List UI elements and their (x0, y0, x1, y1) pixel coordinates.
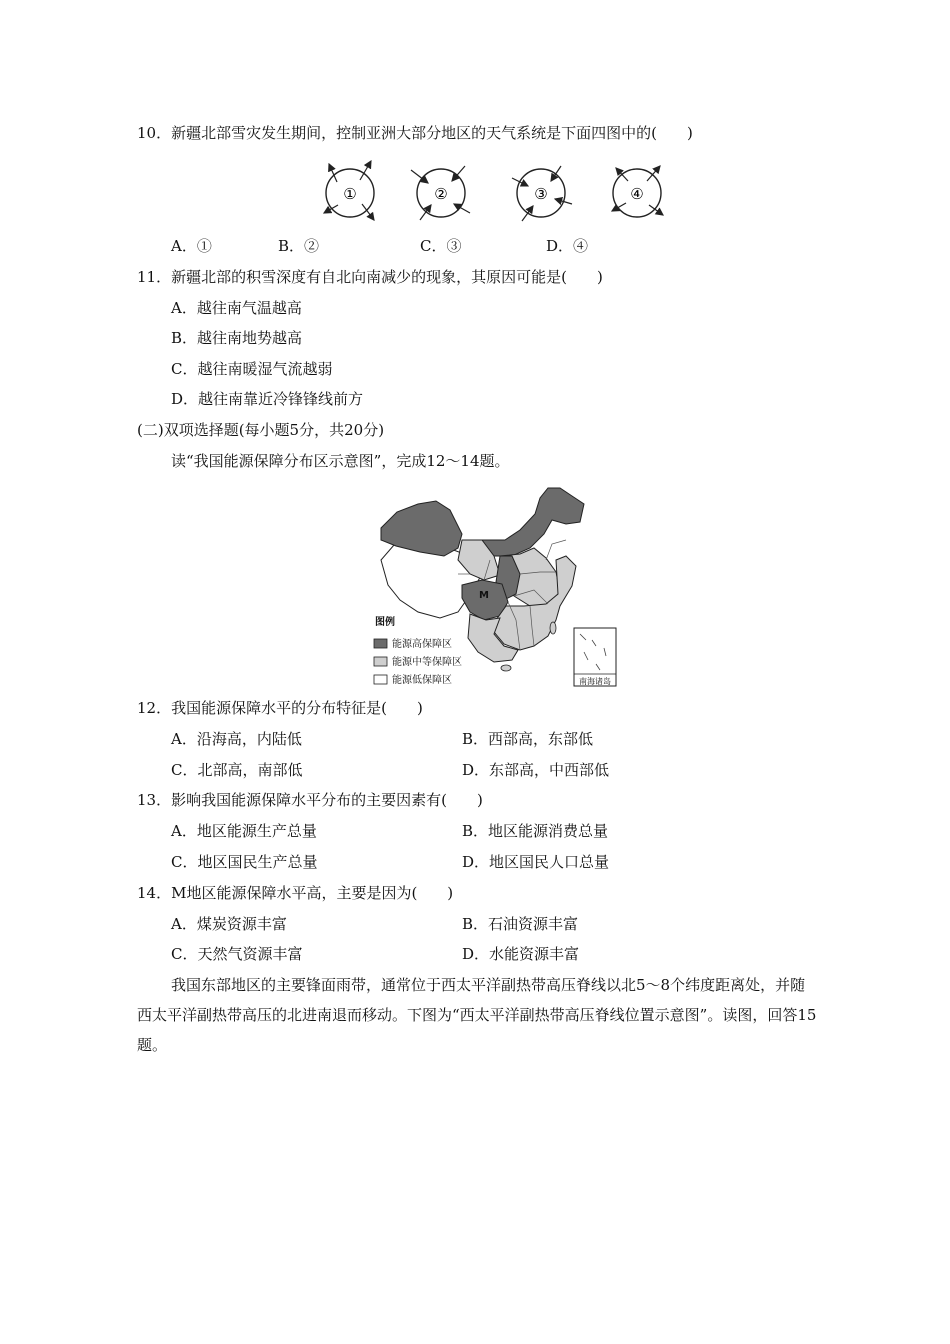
q11-option-b: B．越往南地势越高 (171, 329, 303, 347)
q14-option-a: A．煤炭资源丰富 (171, 915, 287, 933)
legend-high: 能源高保障区 (392, 639, 452, 650)
q10-option-d: D．④ (546, 237, 589, 255)
q10-option-c: C．③ (420, 237, 462, 255)
legend-swatch-low (374, 675, 387, 684)
figure-2-label: ② (434, 185, 448, 203)
q14-option-b: B．石油资源丰富 (462, 915, 579, 933)
legend-title: 图例 (375, 617, 395, 628)
q11-stem: 11．新疆北部的积雪深度有自北向南减少的现象，其原因可能是( ) (137, 268, 603, 286)
figure-3-label: ③ (534, 185, 548, 203)
figure-2-icon (411, 166, 470, 220)
q12-option-c: C．北部高，南部低 (171, 761, 303, 779)
q13-stem: 13．影响我国能源保障水平分布的主要因素有( ) (137, 791, 483, 809)
q13-option-a: A．地区能源生产总量 (171, 822, 317, 840)
legend-swatch-high (374, 639, 387, 648)
q15-passage: 我国东部地区的主要锋面雨带，通常位于西太平洋副热带高压脊线以北5～8个纬度距离处，并随西太平洋副热带高压的北进南退而移动。下图为“西太平洋副热带高压脊线位置示意图”。读图，回答15题。 (137, 976, 817, 1054)
q10-option-a: A．① (171, 237, 212, 255)
figure-4-label: ④ (630, 185, 644, 203)
q12-option-d: D．东部高，中西部低 (462, 761, 610, 779)
q10-pressure-system-figures (0, 158, 950, 228)
legend-swatch-medium (374, 657, 387, 666)
legend-medium: 能源中等保障区 (392, 657, 462, 668)
taiwan-island (550, 622, 556, 634)
figure-4-icon (612, 166, 663, 217)
section-intro: 读“我国能源保障分布区示意图”，完成12～14题。 (171, 452, 510, 470)
q14-stem: 14．M地区能源保障水平高，主要是因为( ) (137, 884, 454, 902)
figure-1-label: ① (343, 185, 357, 203)
q12-option-b: B．西部高，东部低 (462, 730, 594, 748)
q12-stem: 12．我国能源保障水平的分布特征是( ) (137, 699, 423, 717)
q11-option-a: A．越往南气温越高 (171, 299, 302, 317)
figure-1-icon (324, 161, 374, 220)
legend-low: 能源低保障区 (392, 675, 452, 686)
hainan-island (501, 665, 511, 671)
inset-label: 南海诸岛 (579, 677, 611, 686)
q11-option-d: D．越往南靠近冷锋锋线前方 (171, 390, 364, 408)
q13-option-d: D．地区国民人口总量 (462, 853, 610, 871)
energy-map (0, 482, 950, 692)
q14-option-d: D．水能资源丰富 (462, 945, 580, 963)
q13-option-c: C．地区国民生产总量 (171, 853, 318, 871)
q12-option-a: A．沿海高，内陆低 (171, 730, 302, 748)
q11-option-c: C．越往南暖湿气流越弱 (171, 360, 333, 378)
q14-option-c: C．天然气资源丰富 (171, 945, 303, 963)
q10-stem: 10．新疆北部雪灾发生期间，控制亚洲大部分地区的天气系统是下面四图中的( ) (137, 124, 693, 142)
map-marker-m: M (479, 590, 489, 601)
q13-option-b: B．地区能源消费总量 (462, 822, 609, 840)
section-title: (二)双项选择题(每小题5分，共20分) (137, 421, 385, 439)
q10-option-b: B．② (278, 237, 320, 255)
figure-3-icon (512, 166, 572, 221)
